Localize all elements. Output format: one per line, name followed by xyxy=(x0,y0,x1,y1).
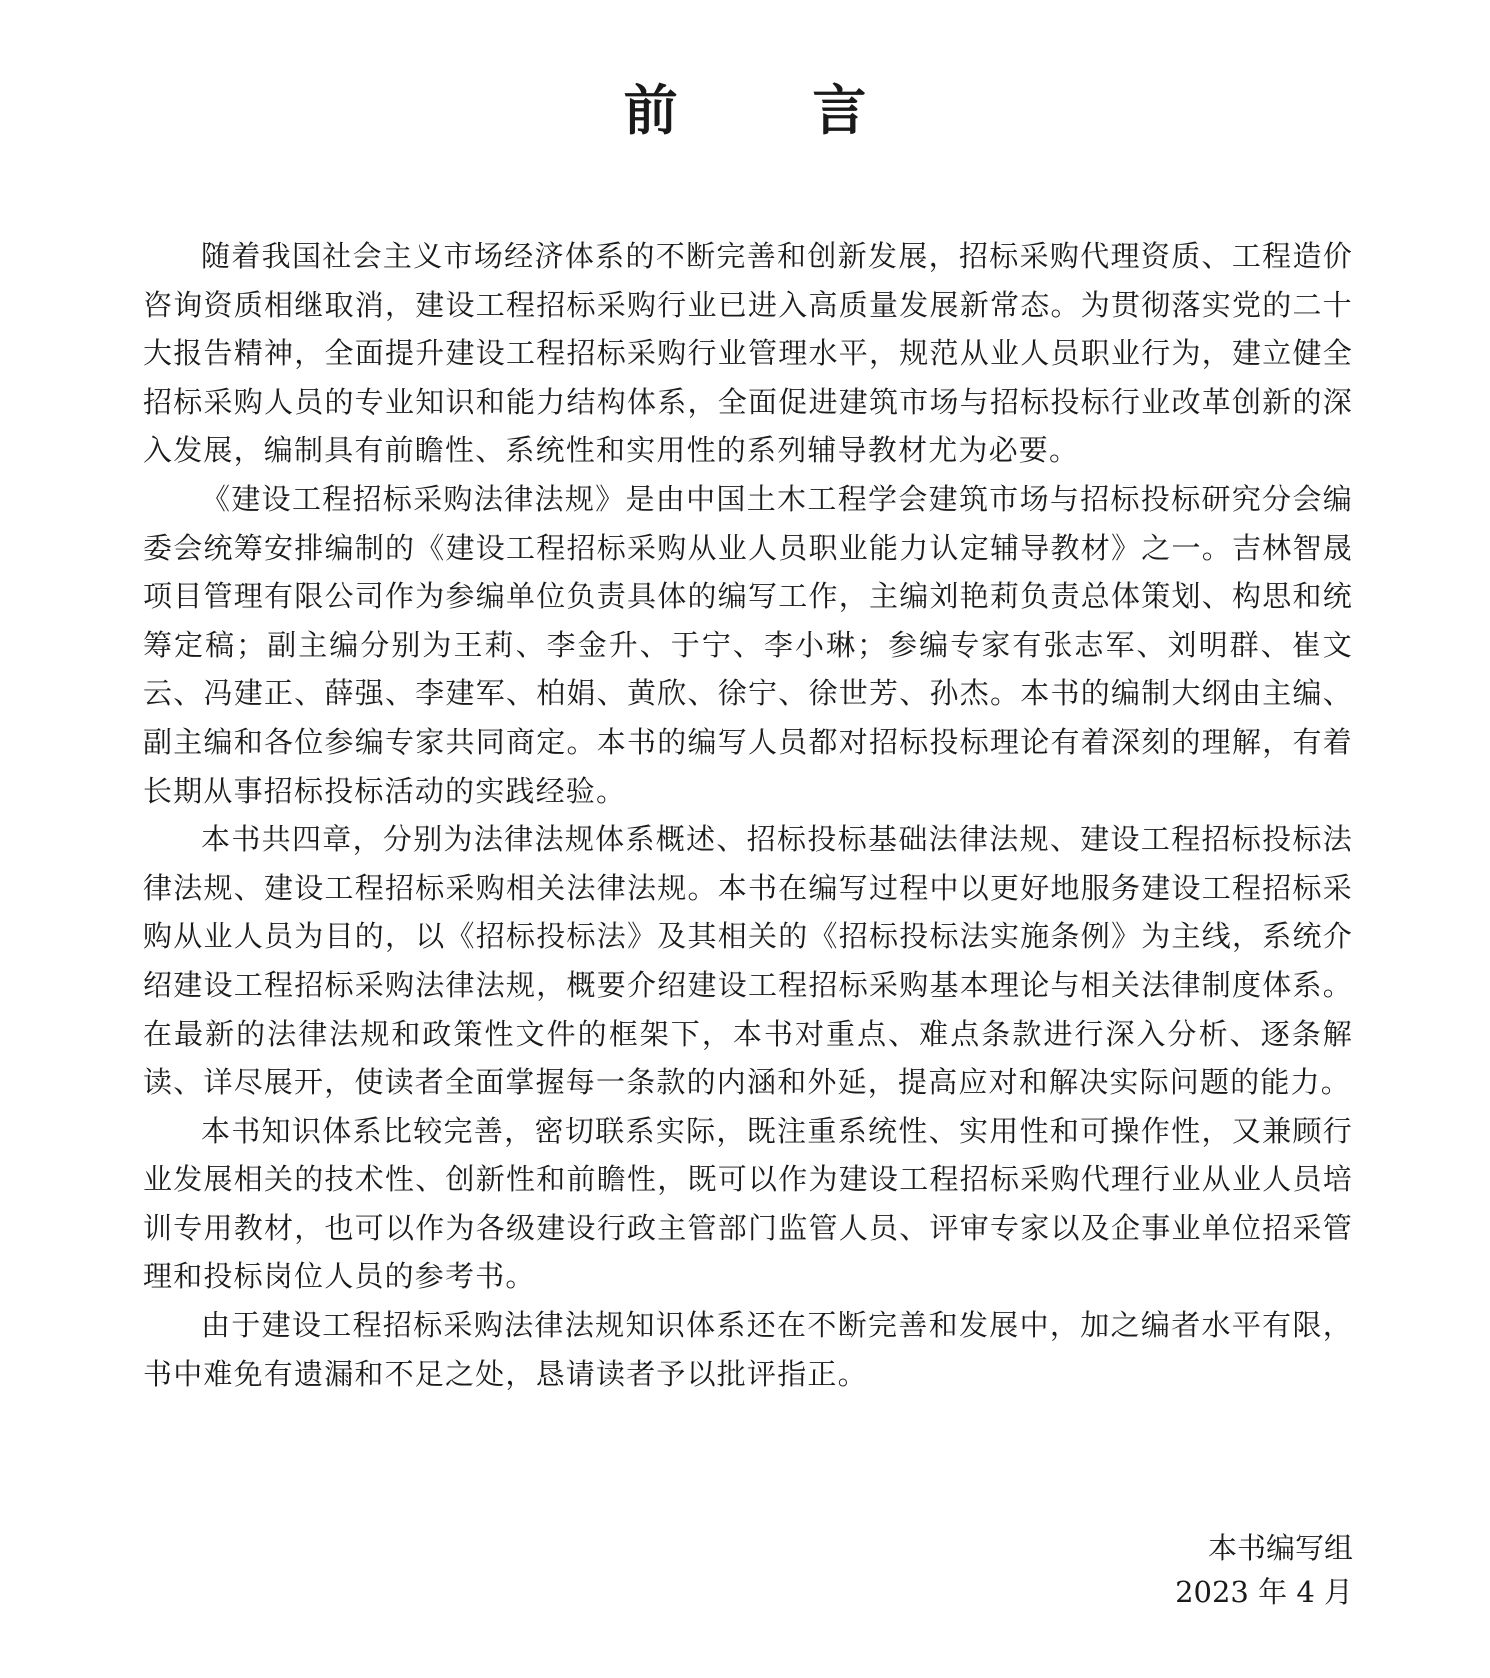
paragraph: 随着我国社会主义市场经济体系的不断完善和创新发展，招标采购代理资质、工程造价咨询资质相继取消，建设工程招标采购行业已进入高质量发展新常态。为贯彻落实党的二十大报告精神，全面提升建设工程招标采购行业管理水平，规范从业人员职业行为，建立健全招标采购人员的专业知识和能力结构体系，全面促进建筑市场与招标投标行业改革创新的深入发展，编制具有前瞻性、系统性和实用性的系列辅导教材尤为必要。 xyxy=(143,239,1353,468)
signature-date: 2023 年 4 月 xyxy=(1175,1575,1353,1609)
paragraph: 本书知识体系比较完善，密切联系实际，既注重系统性、实用性和可操作性，又兼顾行业发展相关的技术性、创新性和前瞻性，既可以作为建设工程招标采购代理行业从业人员培训专用教材，也可以作为各级建设行政主管部门监管人员、评审专家以及企事业单位招采管理和投标岗位人员的参考书。 xyxy=(143,1113,1353,1294)
paragraph: 《建设工程招标采购法律法规》是由中国土木工程学会建筑市场与招标投标研究分会编委会统筹安排编制的《建设工程招标采购从业人员职业能力认定辅导教材》之一。吉林智晟项目管理有限公司作为参编单位负责具体的编写工作，主编刘艳莉负责总体策划、构思和统筹定稿；副主编分别为王莉、李金升、于宁、李小琳；参编专家有张志军、刘明群、崔文云、冯建正、薛强、李建军、柏娟、黄欣、徐宁、徐世芳、孙杰。本书的编制大纲由主编、副主编和各位参编专家共同商定。本书的编写人员都对招标投标理论有着深刻的理解，有着长期从事招标投标活动的实践经验。 xyxy=(143,481,1353,808)
paragraph: 由于建设工程招标采购法律法规知识体系还在不断完善和发展中，加之编者水平有限，书中难免有遗漏和不足之处，恳请读者予以批评指正。 xyxy=(143,1308,1353,1391)
signature-author: 本书编写组 xyxy=(1207,1531,1353,1565)
page-title: 前 言 xyxy=(623,78,925,142)
signature-block xyxy=(1175,1526,1353,1614)
paragraph: 本书共四章，分别为法律法规体系概述、招标投标基础法律法规、建设工程招标投标法律法规、建设工程招标采购相关法律法规。本书在编写过程中以更好地服务建设工程招标采购从业人员为目的，以《招标投标法》及其相关的《招标投标法实施条例》为主线，系统介绍建设工程招标采购法律法规，概要介绍建设工程招标采购基本理论与相关法律制度体系。在最新的法律法规和政策性文件的框架下，本书对重点、难点条款进行深入分析、逐条解读、详尽展开，使读者全面掌握每一条款的内涵和外延，提高应对和解决实际问题的能力。 xyxy=(143,822,1353,1100)
preface-body xyxy=(143,232,1353,1398)
